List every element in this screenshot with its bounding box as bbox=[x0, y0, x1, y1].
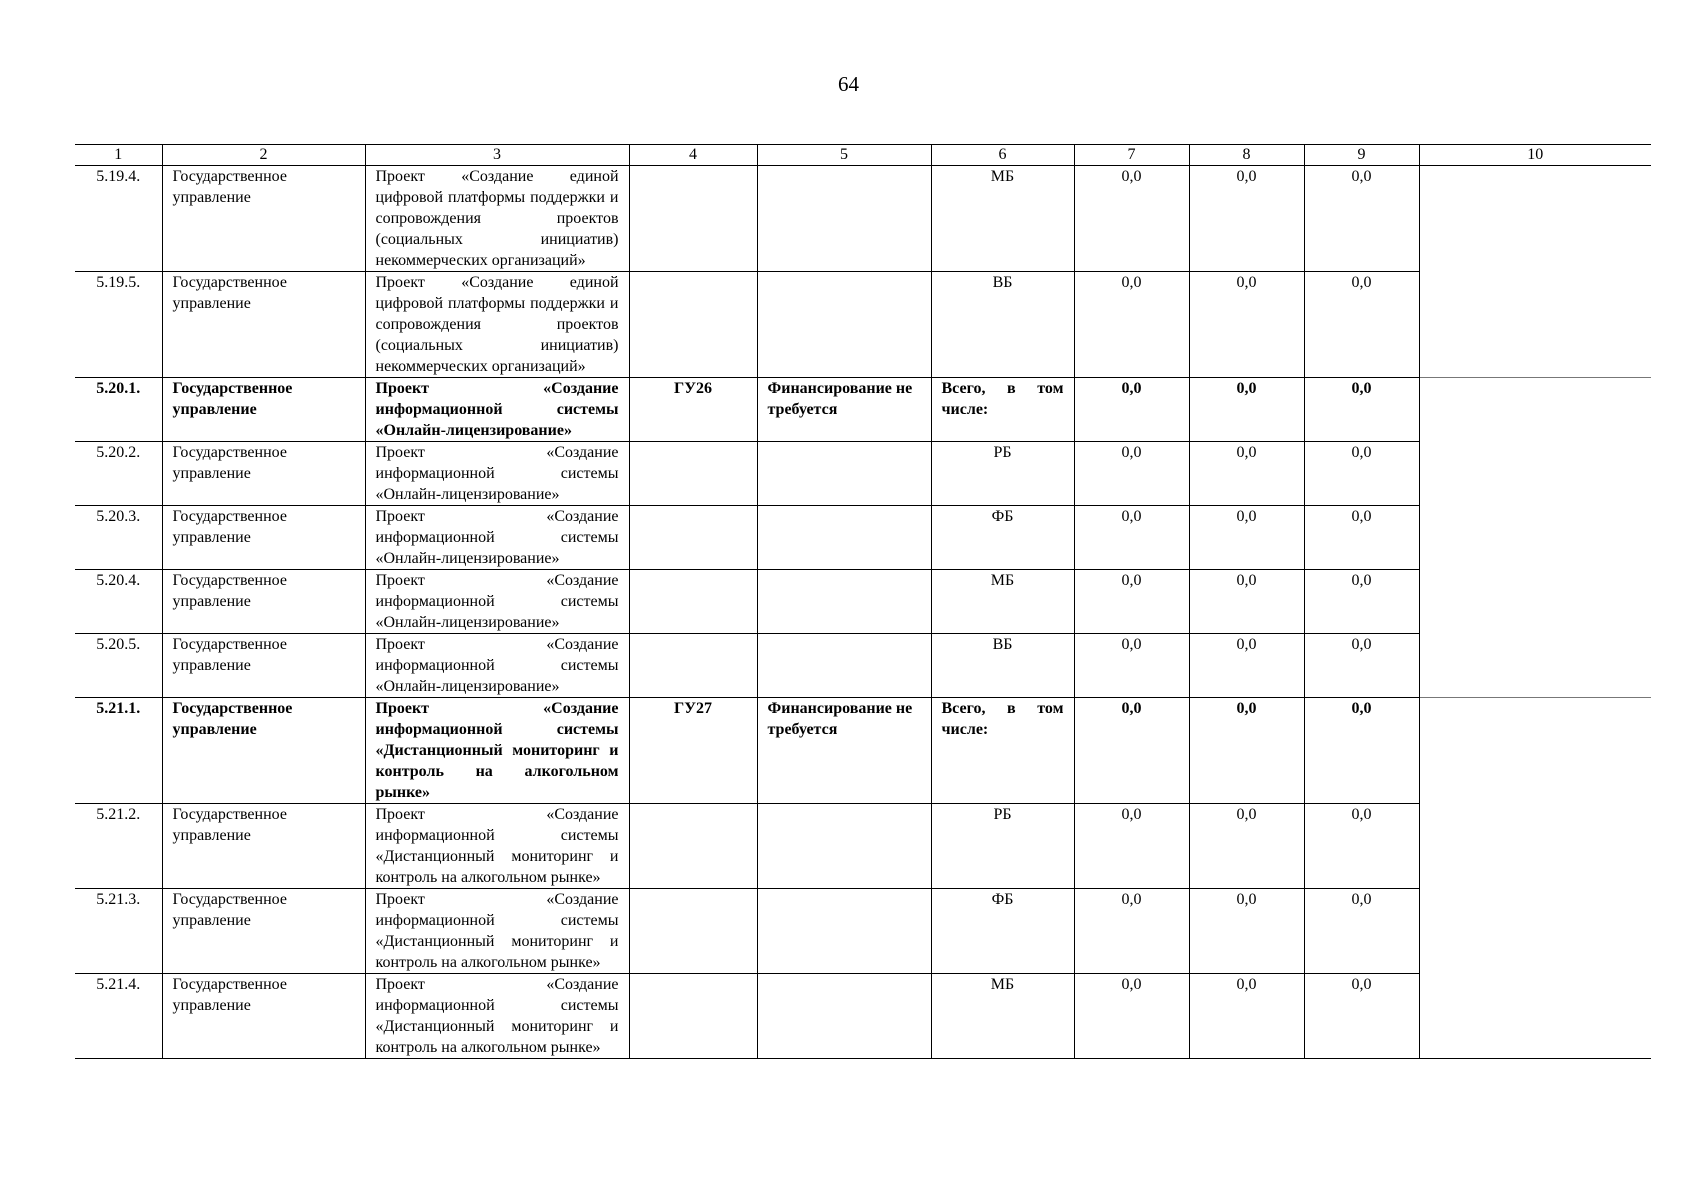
table-row bbox=[75, 166, 1651, 272]
table-row bbox=[75, 570, 1651, 634]
value-cell: 0,0 bbox=[1074, 889, 1189, 974]
project-cell: Проект «Создание информационной системы «Онлайн-лицензирование» bbox=[365, 634, 629, 698]
row-number: 5.21.1. bbox=[75, 698, 162, 804]
project-cell: Проект «Создание информационной системы «Онлайн-лицензирование» bbox=[365, 506, 629, 570]
table-row bbox=[75, 804, 1651, 889]
value-cell: 0,0 bbox=[1189, 166, 1304, 272]
value-cell: 0,0 bbox=[1189, 442, 1304, 506]
value-cell: 0,0 bbox=[1304, 506, 1419, 570]
table-row bbox=[75, 698, 1651, 804]
financing-cell bbox=[757, 974, 931, 1059]
note-cell bbox=[1419, 698, 1651, 804]
area-cell: Государственное управление bbox=[162, 889, 365, 974]
column-number: 7 bbox=[1074, 145, 1189, 166]
code-cell: ГУ26 bbox=[629, 378, 757, 442]
source-cell: ФБ bbox=[931, 889, 1074, 974]
source-cell: ВБ bbox=[931, 272, 1074, 378]
value-cell: 0,0 bbox=[1189, 634, 1304, 698]
financing-cell bbox=[757, 442, 931, 506]
source-cell: РБ bbox=[931, 442, 1074, 506]
column-number-row bbox=[75, 145, 1651, 166]
row-number: 5.20.5. bbox=[75, 634, 162, 698]
value-cell: 0,0 bbox=[1304, 166, 1419, 272]
area-cell: Государственное управление bbox=[162, 506, 365, 570]
financing-cell bbox=[757, 272, 931, 378]
note-cell bbox=[1419, 889, 1651, 974]
area-cell: Государственное управление bbox=[162, 804, 365, 889]
source-cell: ВБ bbox=[931, 634, 1074, 698]
note-cell bbox=[1419, 166, 1651, 272]
row-number: 5.19.5. bbox=[75, 272, 162, 378]
value-cell: 0,0 bbox=[1304, 378, 1419, 442]
value-cell: 0,0 bbox=[1304, 698, 1419, 804]
table-row bbox=[75, 506, 1651, 570]
page-number: 64 bbox=[838, 72, 859, 96]
row-number: 5.21.2. bbox=[75, 804, 162, 889]
area-cell: Государственное управление bbox=[162, 272, 365, 378]
value-cell: 0,0 bbox=[1074, 166, 1189, 272]
budget-table bbox=[75, 144, 1651, 1059]
table-row bbox=[75, 634, 1651, 698]
value-cell: 0,0 bbox=[1074, 974, 1189, 1059]
source-cell: ФБ bbox=[931, 506, 1074, 570]
value-cell: 0,0 bbox=[1189, 974, 1304, 1059]
source-cell: Всего, в том числе: bbox=[931, 378, 1074, 442]
value-cell: 0,0 bbox=[1189, 378, 1304, 442]
code-cell bbox=[629, 570, 757, 634]
value-cell: 0,0 bbox=[1304, 889, 1419, 974]
note-cell bbox=[1419, 272, 1651, 378]
note-cell bbox=[1419, 506, 1651, 570]
area-cell: Государственное управление bbox=[162, 166, 365, 272]
code-cell bbox=[629, 889, 757, 974]
table-row bbox=[75, 974, 1651, 1059]
area-cell: Государственное управление bbox=[162, 378, 365, 442]
value-cell: 0,0 bbox=[1189, 506, 1304, 570]
project-cell: Проект «Создание информационной системы «Онлайн-лицензирование» bbox=[365, 570, 629, 634]
financing-cell bbox=[757, 570, 931, 634]
value-cell: 0,0 bbox=[1304, 272, 1419, 378]
project-cell: Проект «Создание единой цифровой платформы поддержки и сопровождения проектов (социальных инициатив) некоммерческих организаций» bbox=[365, 272, 629, 378]
row-number: 5.19.4. bbox=[75, 166, 162, 272]
column-number: 10 bbox=[1419, 145, 1651, 166]
project-cell: Проект «Создание единой цифровой платформы поддержки и сопровождения проектов (социальных инициатив) некоммерческих организаций» bbox=[365, 166, 629, 272]
table-row bbox=[75, 378, 1651, 442]
value-cell: 0,0 bbox=[1074, 272, 1189, 378]
value-cell: 0,0 bbox=[1074, 570, 1189, 634]
row-number: 5.21.4. bbox=[75, 974, 162, 1059]
note-cell bbox=[1419, 442, 1651, 506]
value-cell: 0,0 bbox=[1304, 634, 1419, 698]
value-cell: 0,0 bbox=[1189, 804, 1304, 889]
project-cell: Проект «Создание информационной системы «Онлайн-лицензирование» bbox=[365, 442, 629, 506]
area-cell: Государственное управление bbox=[162, 634, 365, 698]
column-number: 9 bbox=[1304, 145, 1419, 166]
note-cell bbox=[1419, 804, 1651, 889]
value-cell: 0,0 bbox=[1074, 698, 1189, 804]
column-number: 6 bbox=[931, 145, 1074, 166]
value-cell: 0,0 bbox=[1189, 272, 1304, 378]
column-number: 1 bbox=[75, 145, 162, 166]
value-cell: 0,0 bbox=[1189, 698, 1304, 804]
row-number: 5.20.4. bbox=[75, 570, 162, 634]
code-cell bbox=[629, 166, 757, 272]
source-cell: РБ bbox=[931, 804, 1074, 889]
note-cell bbox=[1419, 634, 1651, 698]
table-row bbox=[75, 442, 1651, 506]
financing-cell bbox=[757, 889, 931, 974]
project-cell: Проект «Создание информационной системы «Дистанционный мониторинг и контроль на алкогольном рынке» bbox=[365, 974, 629, 1059]
financing-cell bbox=[757, 166, 931, 272]
value-cell: 0,0 bbox=[1304, 442, 1419, 506]
code-cell bbox=[629, 634, 757, 698]
project-cell: Проект «Создание информационной системы «Дистанционный мониторинг и контроль на алкогольном рынке» bbox=[365, 804, 629, 889]
code-cell bbox=[629, 974, 757, 1059]
value-cell: 0,0 bbox=[1074, 506, 1189, 570]
source-cell: МБ bbox=[931, 570, 1074, 634]
financing-cell bbox=[757, 506, 931, 570]
code-cell bbox=[629, 442, 757, 506]
area-cell: Государственное управление bbox=[162, 442, 365, 506]
value-cell: 0,0 bbox=[1304, 804, 1419, 889]
value-cell: 0,0 bbox=[1074, 634, 1189, 698]
area-cell: Государственное управление bbox=[162, 570, 365, 634]
table-row bbox=[75, 272, 1651, 378]
row-number: 5.21.3. bbox=[75, 889, 162, 974]
column-number: 5 bbox=[757, 145, 931, 166]
source-cell: МБ bbox=[931, 974, 1074, 1059]
value-cell: 0,0 bbox=[1189, 889, 1304, 974]
source-cell: МБ bbox=[931, 166, 1074, 272]
row-number: 5.20.3. bbox=[75, 506, 162, 570]
note-cell bbox=[1419, 570, 1651, 634]
note-cell bbox=[1419, 974, 1651, 1059]
financing-cell: Финансирование не требуется bbox=[757, 698, 931, 804]
value-cell: 0,0 bbox=[1189, 570, 1304, 634]
table-row bbox=[75, 889, 1651, 974]
column-number: 8 bbox=[1189, 145, 1304, 166]
column-number: 2 bbox=[162, 145, 365, 166]
value-cell: 0,0 bbox=[1304, 974, 1419, 1059]
row-number: 5.20.1. bbox=[75, 378, 162, 442]
value-cell: 0,0 bbox=[1074, 378, 1189, 442]
financing-cell: Финансирование не требуется bbox=[757, 378, 931, 442]
source-cell: Всего, в том числе: bbox=[931, 698, 1074, 804]
code-cell bbox=[629, 272, 757, 378]
note-cell bbox=[1419, 378, 1651, 442]
financing-cell bbox=[757, 804, 931, 889]
value-cell: 0,0 bbox=[1304, 570, 1419, 634]
area-cell: Государственное управление bbox=[162, 974, 365, 1059]
value-cell: 0,0 bbox=[1074, 804, 1189, 889]
code-cell bbox=[629, 804, 757, 889]
code-cell: ГУ27 bbox=[629, 698, 757, 804]
code-cell bbox=[629, 506, 757, 570]
project-cell: Проект «Создание информационной системы «Дистанционный мониторинг и контроль на алкогольном рынке» bbox=[365, 889, 629, 974]
value-cell: 0,0 bbox=[1074, 442, 1189, 506]
area-cell: Государственное управление bbox=[162, 698, 365, 804]
row-number: 5.20.2. bbox=[75, 442, 162, 506]
column-number: 4 bbox=[629, 145, 757, 166]
project-cell: Проект «Создание информационной системы «Онлайн-лицензирование» bbox=[365, 378, 629, 442]
project-cell: Проект «Создание информационной системы «Дистанционный мониторинг и контроль на алкогольном рынке» bbox=[365, 698, 629, 804]
column-number: 3 bbox=[365, 145, 629, 166]
financing-cell bbox=[757, 634, 931, 698]
